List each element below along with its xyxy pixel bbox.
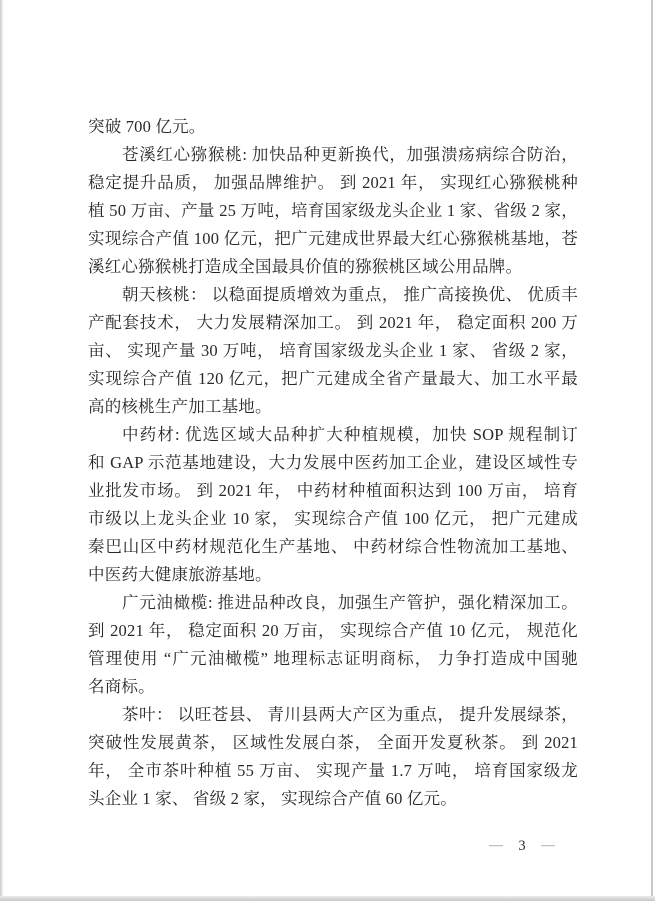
text-line: 植 50 万亩、产量 25 万吨，培育国家级龙头企业 1 家、省级 2 家， xyxy=(88,201,578,220)
paragraph-guangyuan-olive xyxy=(88,589,578,701)
text-line: 产配套技术， 大力发展精深加工。 到 2021 年， 稳定面积 200 万 xyxy=(88,313,578,332)
paragraph-chinese-medicinal-herbs xyxy=(88,421,578,589)
page-edge-right xyxy=(651,0,653,901)
text-line: 市级以上龙头企业 10 家， 实现综合产值 100 亿元， 把广元建成 xyxy=(88,509,578,528)
text-line: 中医药大健康旅游基地。 xyxy=(88,565,272,584)
footer-dash-left: — xyxy=(489,838,503,853)
text-line: 到 2021 年， 稳定面积 20 万亩， 实现综合产值 10 亿元， 规范化 xyxy=(88,621,578,640)
text-line: 突破性发展黄茶， 区域性发展白茶， 全面开发夏秋茶。 到 2021 xyxy=(88,733,578,752)
text-line: 苍溪红心猕猴桃: 加快品种更新换代，加强溃疡病综合防治， xyxy=(122,145,578,164)
text-line: 年， 全市茶叶种植 55 万亩、 实现产量 1.7 万吨， 培育国家级龙 xyxy=(88,761,578,780)
paragraph-previous-paragraph-continuation xyxy=(88,113,578,141)
paragraph-cangxi-red-kiwifruit xyxy=(88,141,578,281)
text-line: 秦巴山区中药材规范化生产基地、 中药材综合性物流加工基地、 xyxy=(88,537,578,556)
text-line: 业批发市场。 到 2021 年， 中药材种植面积达到 100 万亩， 培育 xyxy=(88,481,578,500)
text-line: 头企业 1 家、 省级 2 家， 实现综合产值 60 亿元。 xyxy=(88,789,457,808)
text-line: 名商标。 xyxy=(88,677,155,696)
page-footer xyxy=(489,837,555,855)
footer-dash-right: — xyxy=(541,838,555,853)
page-number: 3 xyxy=(518,838,526,854)
text-line: 亩、 实现产量 30 万吨， 培育国家级龙头企业 1 家、 省级 2 家， xyxy=(88,341,578,360)
text-line: 朝天核桃： 以稳面提质增效为重点， 推广高接换优、 优质丰 xyxy=(122,285,578,304)
text-line: 稳定提升品质， 加强品牌维护。 到 2021 年， 实现红心猕猴桃种 xyxy=(88,173,578,192)
text-line: 和 GAP 示范基地建设，大力发展中医药加工企业，建设区域性专 xyxy=(88,453,578,472)
text-line: 溪红心猕猴桃打造成全国最具价值的猕猴桃区域公用品牌。 xyxy=(88,257,523,276)
text-line: 实现综合产值 120 亿元，把广元建成全省产量最大、加工水平最 xyxy=(88,369,578,388)
text-line: 广元油橄榄: 推进品种改良，加强生产管护，强化精深加工。 xyxy=(122,593,578,612)
text-line: 茶叶： 以旺苍县、 青川县两大产区为重点， 提升发展绿茶， xyxy=(122,705,578,724)
text-line: 高的核桃生产加工基地。 xyxy=(88,397,272,416)
paragraph-chaotian-walnut xyxy=(88,281,578,421)
text-line: 管理使用 “广元油橄榄” 地理标志证明商标， 力争打造成中国驰 xyxy=(88,649,578,668)
text-line: 中药材: 优选区域大品种扩大种植规模，加快 SOP 规程制订 xyxy=(122,425,578,444)
page-edge-bottom xyxy=(0,896,655,901)
paragraph-tea xyxy=(88,701,578,813)
text-line: 突破 700 亿元。 xyxy=(88,117,206,136)
document-body xyxy=(88,113,578,813)
text-line: 实现综合产值 100 亿元，把广元建成世界最大红心猕猴桃基地，苍 xyxy=(88,229,578,248)
page-edge-left xyxy=(0,0,4,901)
